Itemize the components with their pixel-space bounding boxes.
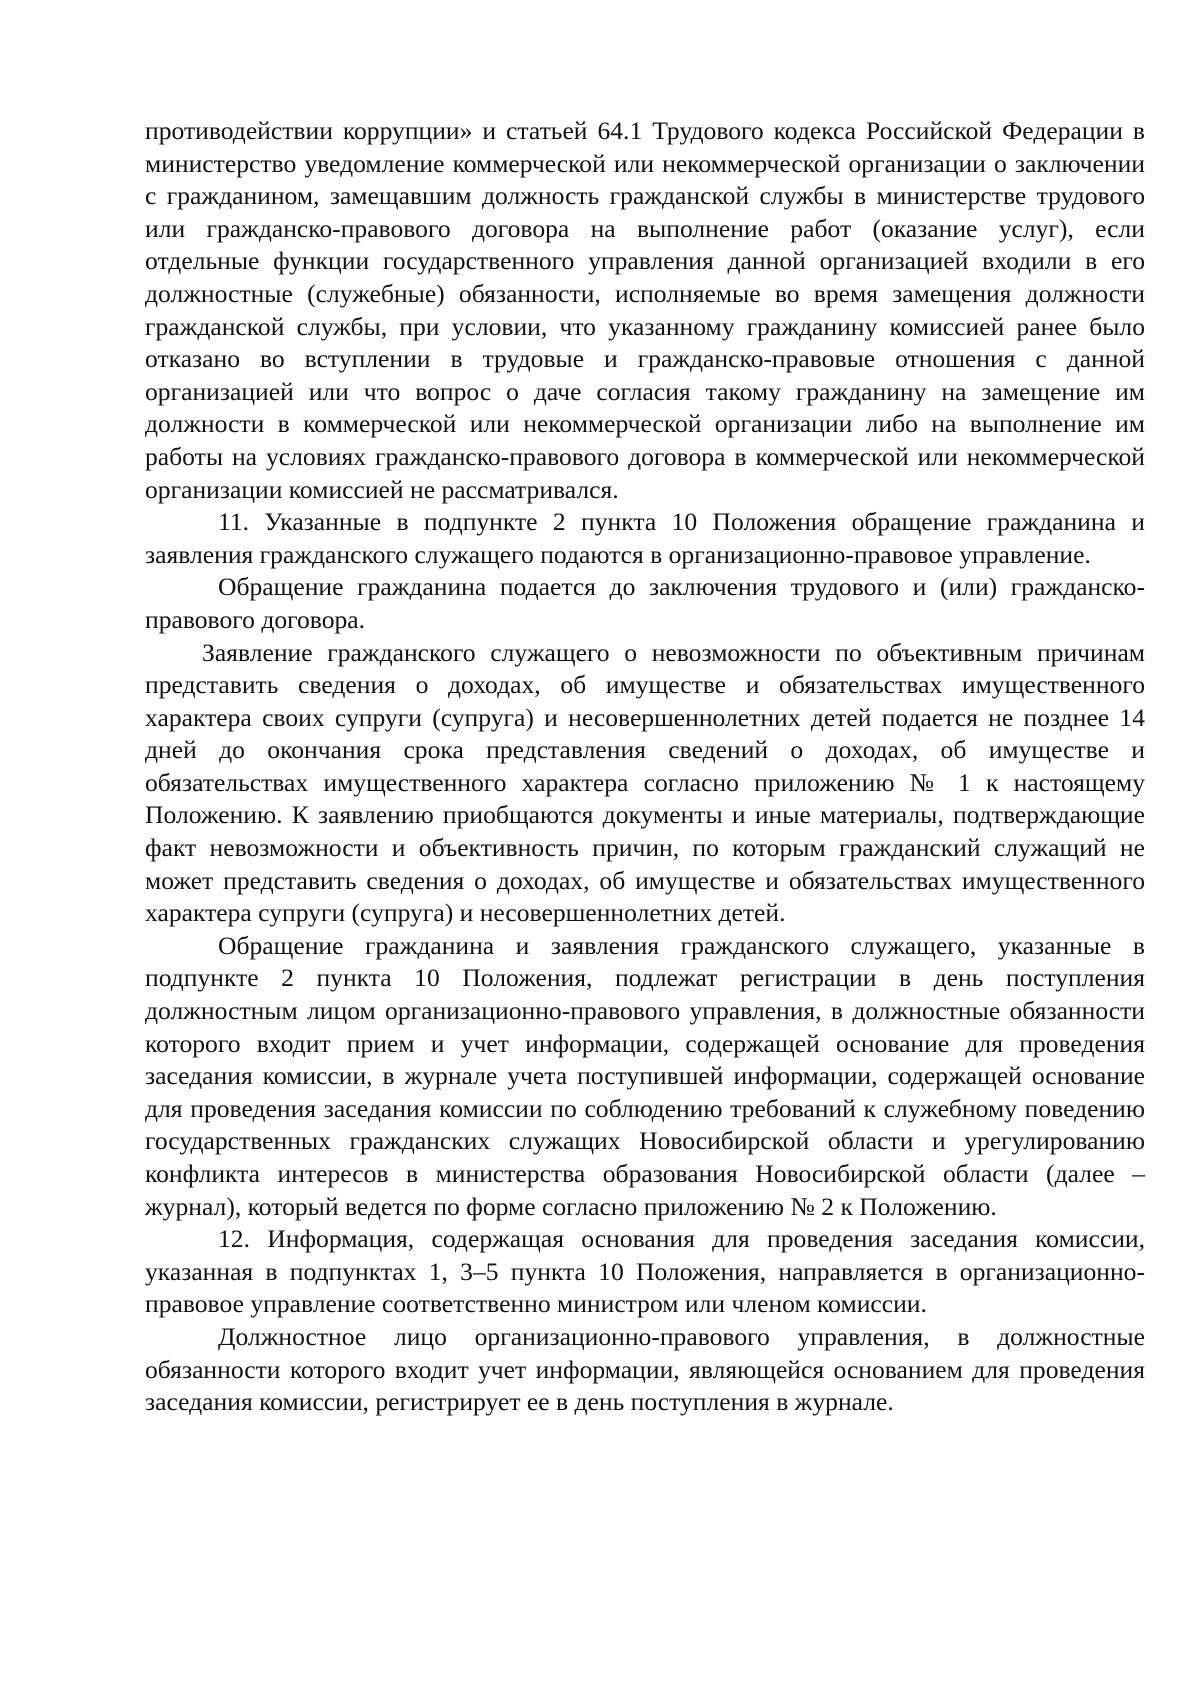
paragraph-item-12: 12. Информация, содержащая основания для проведения заседания комиссии, указанная в подпунктах 1, 3–5 пункта 10 Положения, направляется в организационно-правовое управление соответственно министром или членом комиссии.	[145, 1224, 1145, 1319]
paragraph-continuation: противодействии коррупции» и статьей 64.1 Трудового кодекса Российской Федерации в министерство уведомление коммерческой или некоммерческой организации о заключении с гражданином, замещавшим должность гражданской службы в министерстве трудового или гражданско-правового договора на выполнение работ (оказание услуг), если отдельные функции государственного управления данной организацией входили в его должностные (служебные) обязанности, исполняемые во время замещения должности гражданской службы, при условии, что указанному гражданину комиссией ранее было отказано во вступлении в трудовые и гражданско-правовые отношения с данной организацией или что вопрос о даче согласия такому гражданину на замещение им должности в коммерческой или некоммерческой организации либо на выполнение им работы на условиях гражданско-правового договора в коммерческой или некоммерческой организации комиссией не рассматривался.	[145, 116, 1145, 504]
paragraph-item-11: 11. Указанные в подпункте 2 пункта 10 Положения обращение гражданина и заявления гражданского служащего подаются в организационно-правовое управление.	[145, 507, 1145, 569]
paragraph-registration: Обращение гражданина и заявления гражданского служащего, указанные в подпункте 2 пункта 10 Положения, подлежат регистрации в день поступления должностным лицом организационно-правового управления, в должностные обязанности которого входит прием и учет информации, содержащей основание для проведения заседания комиссии, в журнале учета поступившей информации, содержащей основание для проведения заседания комиссии по соблюдению требований к служебному поведению государственных гражданских служащих Новосибирской области и урегулированию конфликта интересов в министерства образования Новосибирской области (далее – журнал), который ведется по форме согласно приложению № 2 к Положению.	[145, 930, 1145, 1221]
paragraph-servant-statement: Заявление гражданского служащего о невозможности по объективным причинам представить сведения о доходах, об имуществе и обязательствах имущественного характера своих супруги (супруга) и несовершеннолетних детей подается не позднее 14 дней до окончания срока представления сведений о доходах, об имуществе и обязательствах имущественного характера согласно приложению № 1 к настоящему Положению. К заявлению приобщаются документы и иные материалы, подтверждающие факт невозможности и объективность причин, по которым гражданский служащий не может представить сведения о доходах, об имуществе и обязательствах имущественного характера супруги (супруга) и несовершеннолетних детей.	[145, 637, 1145, 928]
paragraph-citizen-appeal: Обращение гражданина подается до заключения трудового и (или) гражданско-правового договора.	[145, 572, 1145, 634]
paragraph-official-registers: Должностное лицо организационно-правового управления, в должностные обязанности которого входит учет информации, являющейся основанием для проведения заседания комиссии, регистрирует ее в день поступления в журнале.	[145, 1321, 1145, 1417]
document-page	[145, 115, 1145, 1419]
